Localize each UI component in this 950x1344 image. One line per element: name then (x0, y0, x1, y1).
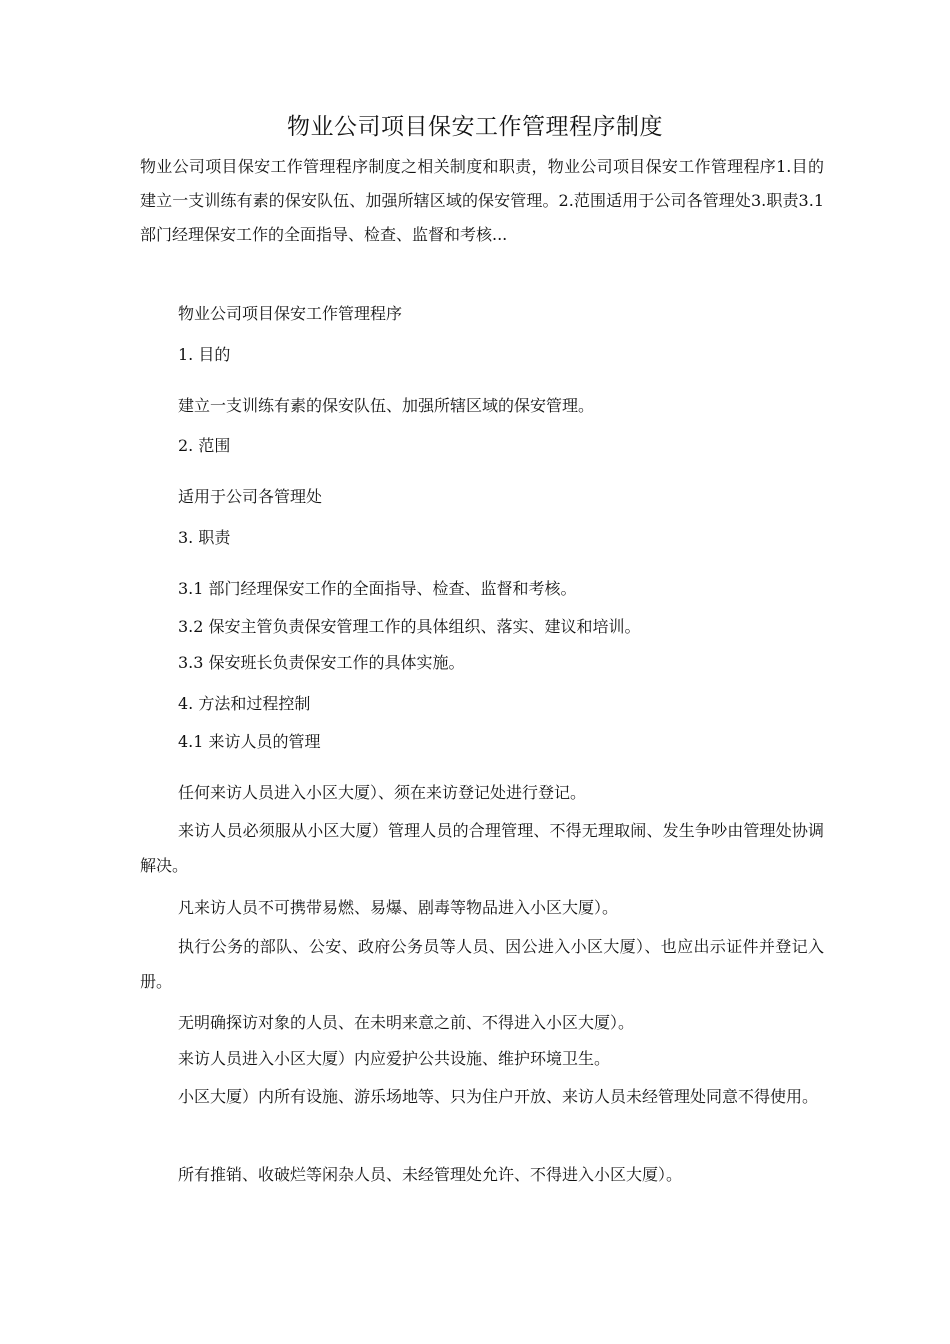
document-title: 物业公司项目保安工作管理程序制度 (287, 114, 663, 140)
heading-responsibilities: 3. 职责 (178, 528, 231, 547)
paragraph-responsibility-3-3: 3.3 保安班长负责保安工作的具体实施。 (178, 653, 465, 672)
rule-paragraph: 所有推销、收破烂等闲杂人员、未经管理处允许、不得进入小区大厦）。 (178, 1165, 683, 1184)
rule-paragraph: 执行公务的部队、公安、政府公务员等人员、因公进入小区大厦）、也应出示证件并登记入册。 (140, 937, 824, 991)
paragraph-responsibility-3-1: 3.1 部门经理保安工作的全面指导、检查、监督和考核。 (178, 579, 577, 598)
heading-purpose: 1. 目的 (178, 345, 231, 364)
heading-scope: 2. 范围 (178, 436, 231, 455)
paragraph-responsibility-3-2: 3.2 保安主管负责保安管理工作的具体组织、落实、建议和培训。 (178, 617, 641, 636)
rule-paragraph: 任何来访人员进入小区大厦）、须在来访登记处进行登记。 (178, 783, 587, 802)
heading-methods: 4. 方法和过程控制 (178, 694, 311, 713)
rule-paragraph: 无明确探访对象的人员、在未明来意之前、不得进入小区大厦）。 (178, 1013, 635, 1032)
paragraph-purpose: 建立一支训练有素的保安队伍、加强所辖区域的保安管理。 (178, 396, 595, 415)
rule-paragraph: 凡来访人员不可携带易燃、易爆、剧毒等物品进入小区大厦）。 (178, 898, 619, 917)
rule-paragraph: 小区大厦）内所有设施、游乐场地等、只为住户开放、来访人员未经管理处同意不得使用。 (178, 1087, 819, 1106)
rule-paragraph: 来访人员必须服从小区大厦）管理人员的合理管理、不得无理取闹、发生争吵由管理处协调解决。 (140, 821, 824, 875)
document-summary: 物业公司项目保安工作管理程序制度之相关制度和职责，物业公司项目保安工作管理程序1.目的建立一支训练有素的保安队伍、加强所辖区域的保安管理。2.范围适用于公司各管理处3.职责3.1部门经理保安工作的全面指导、检查、监督和考核... (140, 157, 824, 244)
rule-paragraph: 来访人员进入小区大厦）内应爱护公共设施、维护环境卫生。 (178, 1049, 611, 1068)
heading-visitor-management: 4.1 来访人员的管理 (178, 732, 321, 751)
paragraph-scope: 适用于公司各管理处 (178, 487, 323, 506)
section-title: 物业公司项目保安工作管理程序 (178, 304, 403, 323)
